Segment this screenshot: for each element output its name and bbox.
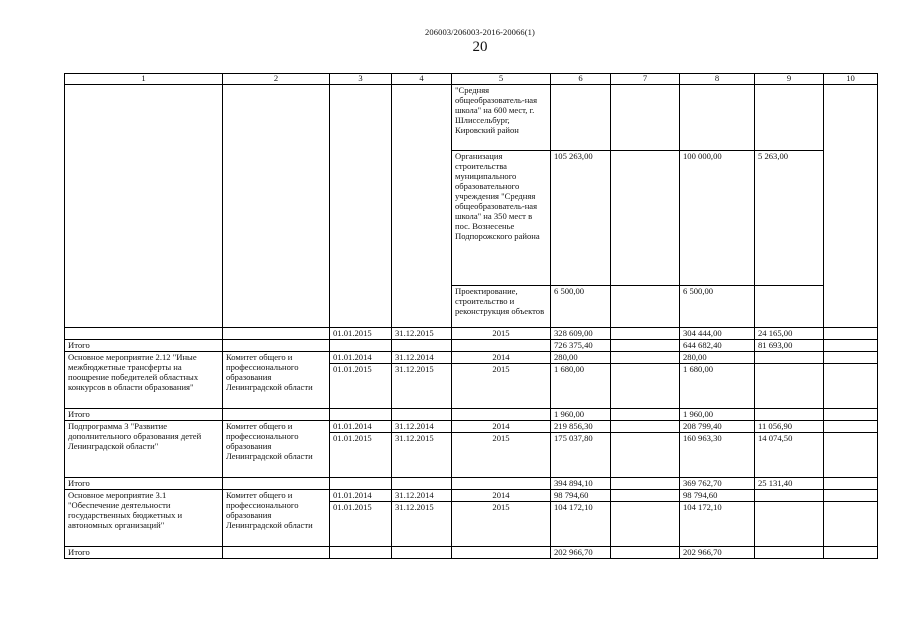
- table-cell: [392, 478, 452, 490]
- table-cell: [452, 547, 551, 559]
- table-header-row: [65, 74, 878, 85]
- table-cell: 01.01.2015: [330, 364, 392, 409]
- table-cell: Основное мероприятие 2.12 "Иные межбюджетные трансферты на поощрение победителей областных конкурсов в области образования": [65, 352, 223, 409]
- table-cell: [330, 340, 392, 352]
- table-cell: 100 000,00: [680, 151, 755, 286]
- table-cell: 14 074,50: [755, 433, 824, 478]
- table-row: [65, 547, 878, 559]
- table-cell: 31.12.2015: [392, 433, 452, 478]
- table-cell: [824, 364, 878, 409]
- table-cell: [330, 547, 392, 559]
- table-cell: [65, 328, 223, 340]
- table-cell: [824, 478, 878, 490]
- table-cell: [824, 490, 878, 502]
- table-cell: Подпрограмма 3 "Развитие дополнительного образования детей Ленинградской области": [65, 421, 223, 478]
- table-cell: 1 680,00: [551, 364, 611, 409]
- table-cell: [551, 85, 611, 151]
- table-cell: [824, 328, 878, 340]
- table-cell: 01.01.2014: [330, 490, 392, 502]
- table-cell: Итого: [65, 478, 223, 490]
- table-cell: [611, 364, 680, 409]
- table-cell: [223, 547, 330, 559]
- table-cell: 219 856,30: [551, 421, 611, 433]
- table-cell: 24 165,00: [755, 328, 824, 340]
- column-header: 5: [452, 74, 551, 85]
- table-cell: 105 263,00: [551, 151, 611, 286]
- table-cell: [452, 409, 551, 421]
- table-cell: [611, 547, 680, 559]
- table-row: [65, 478, 878, 490]
- table-cell: 369 762,70: [680, 478, 755, 490]
- table-cell: 2015: [452, 328, 551, 340]
- table-cell: [824, 340, 878, 352]
- table-cell: [330, 478, 392, 490]
- table-cell: 1 680,00: [680, 364, 755, 409]
- table-cell: [824, 421, 878, 433]
- table-row: [65, 421, 878, 433]
- table-cell: [452, 478, 551, 490]
- table-cell: 6 500,00: [680, 286, 755, 328]
- table-cell: [755, 490, 824, 502]
- column-header: 10: [824, 74, 878, 85]
- table-cell: 208 799,40: [680, 421, 755, 433]
- table-cell: [611, 85, 680, 151]
- table-cell: 6 500,00: [551, 286, 611, 328]
- table-cell: 726 375,40: [551, 340, 611, 352]
- table-cell: [65, 85, 223, 328]
- table-cell: [824, 433, 878, 478]
- table-cell: [392, 85, 452, 328]
- table-cell: 31.12.2014: [392, 352, 452, 364]
- table-row: [65, 328, 878, 340]
- table-cell: [611, 502, 680, 547]
- table-cell: 5 263,00: [755, 151, 824, 286]
- table-cell: [611, 328, 680, 340]
- table-row: [65, 85, 878, 151]
- table-cell: Комитет общего и профессионального образования Ленинградской области: [223, 490, 330, 547]
- table-cell: 104 172,10: [680, 502, 755, 547]
- column-header: 1: [65, 74, 223, 85]
- table-cell: [611, 151, 680, 286]
- table-cell: [330, 409, 392, 421]
- table-cell: 81 693,00: [755, 340, 824, 352]
- table-cell: [330, 85, 392, 328]
- column-header: 8: [680, 74, 755, 85]
- budget-table: [64, 73, 878, 559]
- table-cell: [755, 364, 824, 409]
- table-cell: [611, 433, 680, 478]
- column-header: 7: [611, 74, 680, 85]
- table-cell: [755, 409, 824, 421]
- table-cell: 160 963,30: [680, 433, 755, 478]
- table-cell: 328 609,00: [551, 328, 611, 340]
- table-cell: [755, 85, 824, 151]
- table-cell: [755, 352, 824, 364]
- table-cell: 31.12.2015: [392, 364, 452, 409]
- table-cell: Проектирование, строительство и реконструкция объектов: [452, 286, 551, 328]
- table-cell: 25 131,40: [755, 478, 824, 490]
- table-cell: 2014: [452, 490, 551, 502]
- table-row: [65, 340, 878, 352]
- table-cell: [223, 85, 330, 328]
- table-cell: [680, 85, 755, 151]
- table-cell: 2015: [452, 433, 551, 478]
- document-id: 206003/206003-2016-20066(1): [425, 27, 535, 37]
- table-row: [65, 352, 878, 364]
- table-cell: [824, 85, 878, 328]
- table-cell: 01.01.2015: [330, 433, 392, 478]
- table-cell: 01.01.2014: [330, 352, 392, 364]
- table-cell: [611, 286, 680, 328]
- table-cell: [223, 409, 330, 421]
- table-cell: [223, 340, 330, 352]
- table-cell: 280,00: [680, 352, 755, 364]
- table-cell: 11 056,90: [755, 421, 824, 433]
- table-cell: 1 960,00: [680, 409, 755, 421]
- table-cell: [611, 409, 680, 421]
- table-cell: Итого: [65, 409, 223, 421]
- table-cell: Основное мероприятие 3.1 "Обеспечение деятельности государственных бюджетных и автономных организаций": [65, 490, 223, 547]
- table-cell: 01.01.2015: [330, 328, 392, 340]
- table-cell: Организация строительства муниципального образовательного учреждения "Средняя общеобразователь-ная школа" на 350 мест в пос. Вознесенье Подпорожского района: [452, 151, 551, 286]
- table-cell: [755, 547, 824, 559]
- table-cell: [392, 340, 452, 352]
- table-row: [65, 409, 878, 421]
- table-cell: 98 794,60: [680, 490, 755, 502]
- table-cell: 31.12.2015: [392, 502, 452, 547]
- table-cell: 644 682,40: [680, 340, 755, 352]
- table-cell: [611, 478, 680, 490]
- table-cell: [223, 328, 330, 340]
- table-cell: 202 966,70: [680, 547, 755, 559]
- table-cell: Комитет общего и профессионального образования Ленинградской области: [223, 352, 330, 409]
- table-row: [65, 490, 878, 502]
- table-cell: 01.01.2015: [330, 502, 392, 547]
- table-cell: 98 794,60: [551, 490, 611, 502]
- table-cell: [611, 352, 680, 364]
- page-number: 20: [472, 39, 488, 55]
- table-cell: [824, 547, 878, 559]
- column-header: 4: [392, 74, 452, 85]
- table-cell: [611, 340, 680, 352]
- table-cell: [223, 478, 330, 490]
- column-header: 3: [330, 74, 392, 85]
- table-cell: [755, 286, 824, 328]
- table-cell: 01.01.2014: [330, 421, 392, 433]
- table-cell: [392, 547, 452, 559]
- table-cell: "Средняя общеобразователь-ная школа" на 600 мест, г. Шлиссельбург, Кировский район: [452, 85, 551, 151]
- table-cell: Итого: [65, 340, 223, 352]
- table-cell: [452, 340, 551, 352]
- table-cell: 2014: [452, 352, 551, 364]
- table-cell: 394 894,10: [551, 478, 611, 490]
- table-cell: [755, 502, 824, 547]
- table-cell: 1 960,00: [551, 409, 611, 421]
- column-header: 9: [755, 74, 824, 85]
- table-cell: 304 444,00: [680, 328, 755, 340]
- table-cell: 175 037,80: [551, 433, 611, 478]
- table-cell: [824, 409, 878, 421]
- table-cell: 2014: [452, 421, 551, 433]
- table-cell: [824, 352, 878, 364]
- column-header: 2: [223, 74, 330, 85]
- table-cell: 104 172,10: [551, 502, 611, 547]
- table-cell: 202 966,70: [551, 547, 611, 559]
- table-cell: [824, 502, 878, 547]
- table-cell: 31.12.2014: [392, 490, 452, 502]
- table-cell: 2015: [452, 364, 551, 409]
- table-cell: Итого: [65, 547, 223, 559]
- table-cell: 31.12.2015: [392, 328, 452, 340]
- table-cell: 280,00: [551, 352, 611, 364]
- table-cell: 2015: [452, 502, 551, 547]
- table-cell: [611, 421, 680, 433]
- table-cell: [392, 409, 452, 421]
- table-cell: Комитет общего и профессионального образования Ленинградской области: [223, 421, 330, 478]
- table-cell: [611, 490, 680, 502]
- column-header: 6: [551, 74, 611, 85]
- table-cell: 31.12.2014: [392, 421, 452, 433]
